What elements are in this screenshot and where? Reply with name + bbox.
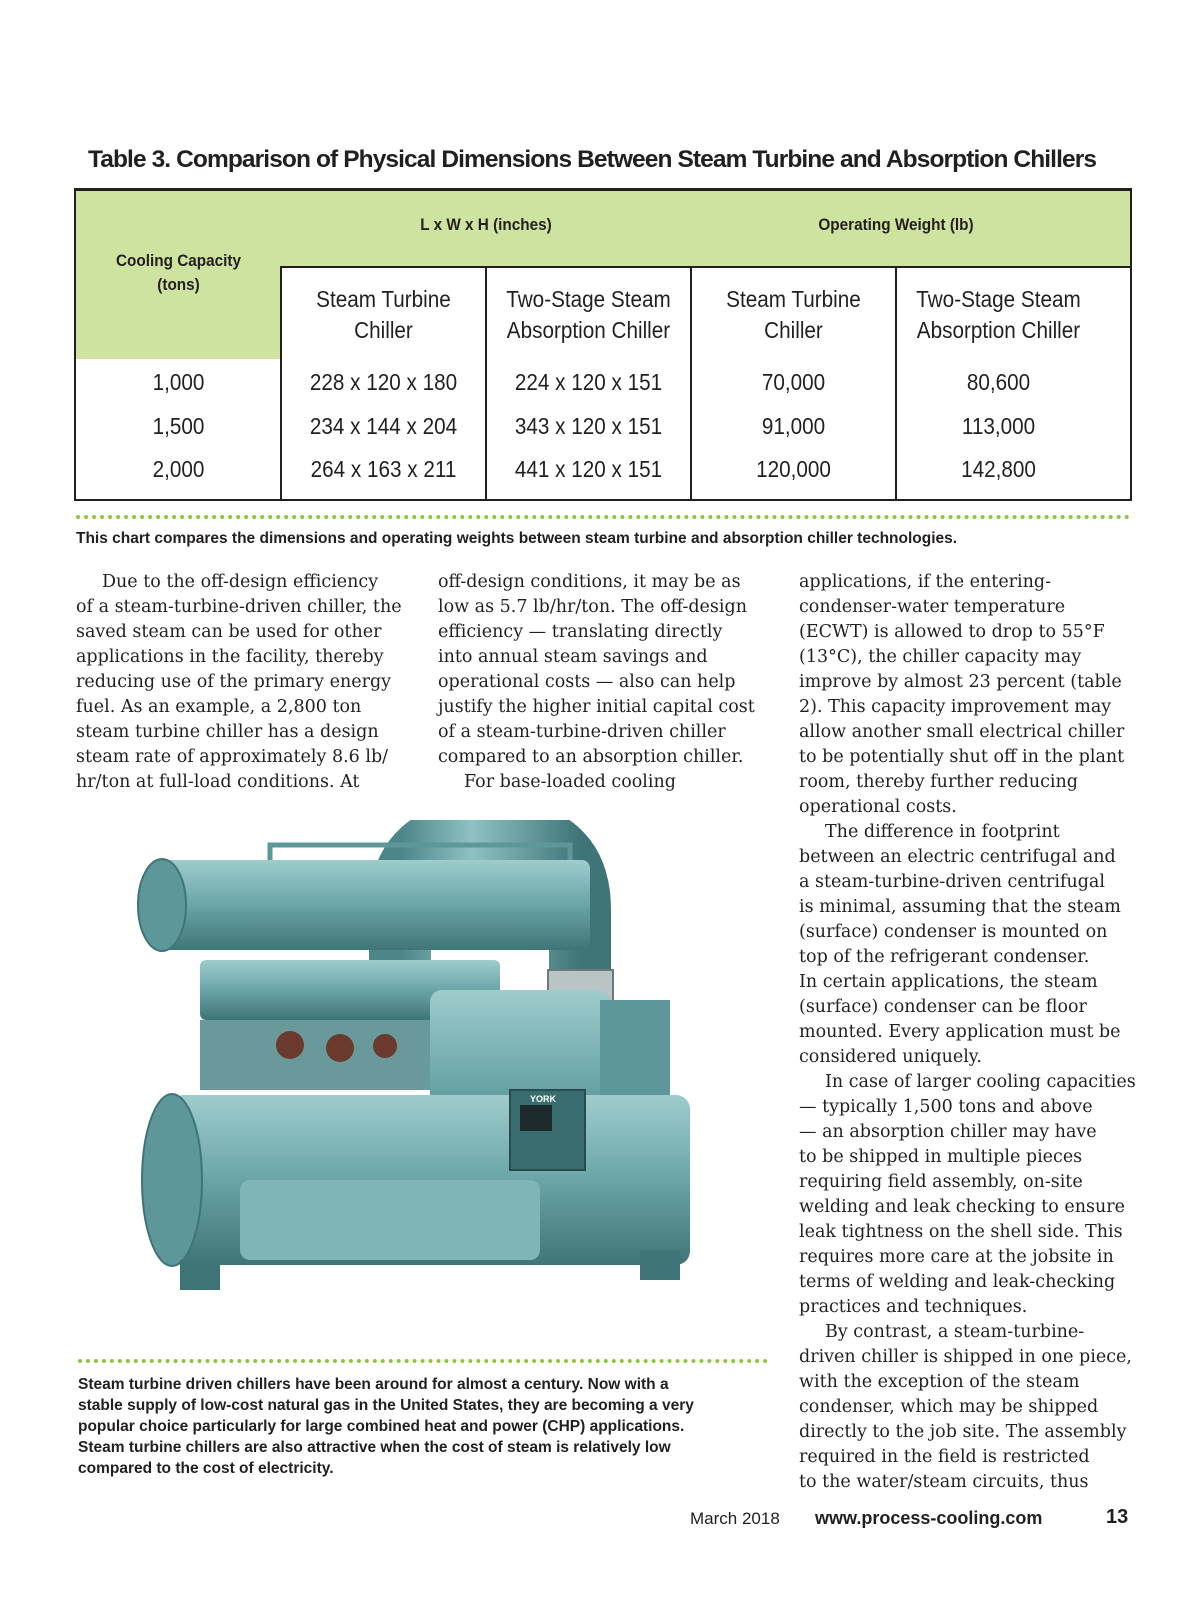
foot (180, 1260, 220, 1290)
text-line: between an electric centrifugal and (799, 847, 1116, 867)
table-cell: 441 x 120 x 151 (514, 456, 663, 482)
foot (640, 1250, 680, 1280)
table-cell: 264 x 163 x 211 (310, 456, 457, 482)
text-line: (ECWT) is allowed to drop to 55°F (799, 622, 1105, 642)
text-line: (13°C), the chiller capacity may (799, 647, 1082, 667)
text-line: of a steam-turbine-driven chiller (438, 722, 726, 742)
sub-header-line: Steam Turbine (726, 286, 861, 312)
text-line: improve by almost 23 percent (table (799, 672, 1122, 692)
caption-line: popular choice particularly for large combined heat and power (CHP) applications. (78, 1418, 685, 1435)
text-line: (surface) condenser can be floor (799, 997, 1087, 1017)
photo-caption (78, 1374, 778, 1479)
sub-header (496, 284, 681, 346)
sub-header-line: Steam Turbine (316, 286, 451, 312)
text-line: In case of larger cooling capacities (825, 1072, 1136, 1092)
first-col-header-line1: Cooling Capacity (116, 251, 241, 270)
text-line: By contrast, a steam-turbine- (825, 1322, 1085, 1342)
text-line: a steam-turbine-driven centrifugal (799, 872, 1105, 892)
text-line: welding and leak checking to ensure (799, 1197, 1125, 1217)
sub-header (291, 284, 476, 346)
text-line: — an absorption chiller may have (799, 1122, 1097, 1142)
article-column-3 (799, 570, 1139, 1495)
text-line: of a steam-turbine-driven chiller, the (76, 597, 402, 617)
table-cell: 343 x 120 x 151 (514, 413, 663, 439)
text-line: low as 5.7 lb/hr/ton. The off-design (438, 597, 747, 617)
column-divider (690, 266, 692, 499)
footer-date: March 2018 (690, 1509, 780, 1528)
text-line: terms of welding and leak-checking (799, 1272, 1116, 1292)
group-header-weight: Operating Weight (lb) (818, 215, 974, 234)
header-divider (281, 266, 1130, 268)
sub-header-line: Chiller (354, 317, 413, 343)
text-line: is minimal, assuming that the steam (799, 897, 1121, 917)
text-line: steam rate of approximately 8.6 lb/ (76, 747, 389, 767)
text-line: saved steam can be used for other (76, 622, 382, 642)
table-caption: This chart compares the dimensions and operating weights between steam turbine and absorption chiller technologies. (76, 530, 958, 547)
text-line: In certain applications, the steam (799, 972, 1098, 992)
text-line: to be shipped in multiple pieces (799, 1147, 1083, 1167)
text-line: room, thereby further reducing (799, 772, 1078, 792)
table-cell: 120,000 (756, 456, 831, 482)
text-line: allow another small electrical chiller (799, 722, 1125, 742)
caption-line: compared to the cost of electricity. (78, 1460, 334, 1477)
text-line: fuel. As an example, a 2,800 ton (76, 697, 362, 717)
table-cell: 70,000 (761, 369, 826, 395)
footer-url[interactable]: www.process-cooling.com (815, 1508, 1043, 1528)
text-line: 2). This capacity improvement may (799, 697, 1112, 717)
text-line: The difference in footprint (825, 822, 1060, 842)
table-cell: 234 x 144 x 204 (309, 413, 458, 439)
table-cell: 91,000 (761, 413, 826, 439)
upper-condenser-end (138, 859, 186, 951)
brand-label: YORK (530, 1094, 557, 1104)
text-line: to be potentially shut off in the plant (799, 747, 1125, 767)
text-line: reducing use of the primary energy (76, 672, 392, 692)
text-line: operational costs — also can help (438, 672, 736, 692)
table-cell: 80,600 (966, 369, 1031, 395)
table-cell: 1,500 (152, 413, 205, 439)
evaporator-end (142, 1094, 202, 1266)
column-divider (485, 266, 487, 499)
text-line: operational costs. (799, 797, 957, 817)
sub-header (701, 284, 886, 346)
text-line: practices and techniques. (799, 1297, 1028, 1317)
lower-tank (240, 1180, 540, 1260)
caption-line: stable supply of low-cost natural gas in the United States, they are becoming a very (78, 1397, 694, 1414)
caption-line: Steam turbine chillers are also attractive when the cost of steam is relatively low (78, 1439, 671, 1456)
table-title: Table 3. Comparison of Physical Dimensions Between Steam Turbine and Absorption Chillers (88, 146, 1097, 173)
control-screen (520, 1105, 552, 1131)
article-column-1 (76, 570, 411, 795)
sub-header-line: Two-Stage Steam (506, 286, 671, 312)
text-line: top of the refrigerant condenser. (799, 947, 1090, 967)
table-cell: 1,000 (152, 369, 205, 395)
text-line: considered uniquely. (799, 1047, 982, 1067)
text-line: required in the field is restricted (799, 1447, 1090, 1467)
text-line: condenser, which may be shipped (799, 1397, 1099, 1417)
text-line: (surface) condenser is mounted on (799, 922, 1108, 942)
text-line: into annual steam savings and (438, 647, 708, 667)
dotted-divider (78, 1359, 768, 1363)
page-number: 13 (1106, 1506, 1129, 1528)
text-line: efficiency — translating directly (438, 622, 723, 642)
article-column-2 (438, 570, 773, 795)
text-line: mounted. Every application must be (799, 1022, 1121, 1042)
text-line: with the exception of the steam (799, 1372, 1080, 1392)
text-line: For base-loaded cooling (464, 772, 676, 792)
text-line: applications, if the entering- (799, 572, 1052, 592)
sub-header-line: Chiller (764, 317, 823, 343)
group-header-dimensions: L x W x H (inches) (420, 215, 552, 234)
column-divider (280, 266, 282, 499)
column-divider (895, 266, 897, 499)
dotted-divider (76, 515, 1130, 519)
valve (373, 1034, 397, 1058)
valve (276, 1031, 304, 1059)
text-line: condenser-water temperature (799, 597, 1066, 617)
text-line: Due to the off-design efficiency (102, 572, 379, 592)
text-line: off-design conditions, it may be as (438, 572, 741, 592)
steam-turbine-chiller-photo (100, 820, 760, 1340)
table-cell: 113,000 (961, 413, 1036, 439)
upper-condenser (160, 860, 590, 950)
sub-header-line: Absorption Chiller (506, 317, 671, 343)
table-cell: 224 x 120 x 151 (514, 369, 663, 395)
sub-header-line: Two-Stage Steam (916, 286, 1081, 312)
text-line: compared to an absorption chiller. (438, 747, 744, 767)
text-line: requires more care at the jobsite in (799, 1247, 1114, 1267)
table-cell: 2,000 (152, 456, 205, 482)
text-line: justify the higher initial capital cost (438, 697, 755, 717)
sub-header-line: Absorption Chiller (916, 317, 1081, 343)
text-line: directly to the job site. The assembly (799, 1422, 1127, 1442)
text-line: hr/ton at full-load conditions. At (76, 772, 360, 792)
text-line: applications in the facility, thereby (76, 647, 384, 667)
text-line: steam turbine chiller has a design (76, 722, 379, 742)
text-line: driven chiller is shipped in one piece, (799, 1347, 1132, 1367)
table-cell: 228 x 120 x 180 (309, 369, 458, 395)
first-col-header-line2: (tons) (157, 275, 200, 294)
sub-header (906, 284, 1091, 346)
text-line: requiring field assembly, on-site (799, 1172, 1083, 1192)
valve (326, 1034, 354, 1062)
table-cell: 142,800 (961, 456, 1036, 482)
caption-line: Steam turbine driven chillers have been around for almost a century. Now with a (78, 1376, 669, 1393)
text-line: leak tightness on the shell side. This (799, 1222, 1123, 1242)
text-line: — typically 1,500 tons and above (799, 1097, 1093, 1117)
comparison-table (74, 188, 1132, 501)
first-col-header (86, 249, 271, 297)
text-line: to the water/steam circuits, thus (799, 1472, 1089, 1492)
